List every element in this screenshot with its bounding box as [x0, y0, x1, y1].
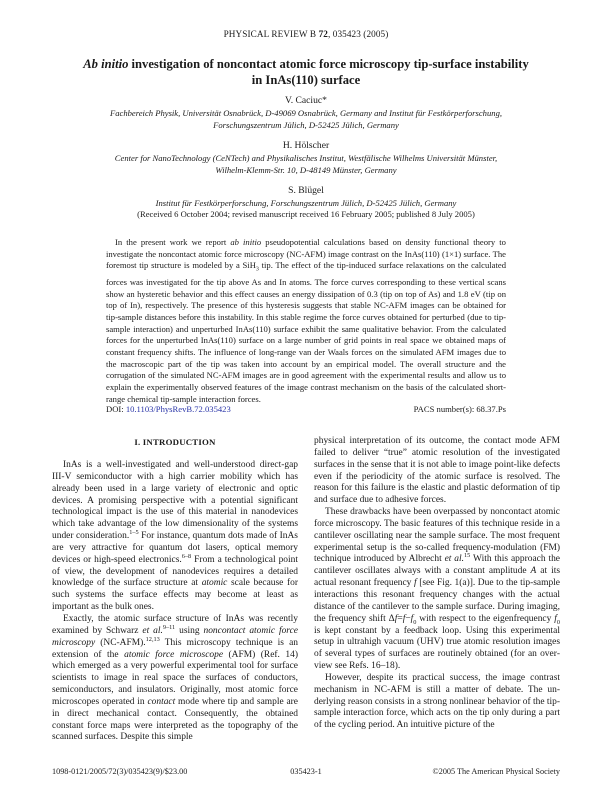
author-name: S. Blügel: [288, 185, 324, 196]
subscript: 3: [255, 267, 259, 274]
text: For instance, quantum dots made of InAs are very attractive for quantum dot lasers, optical memory devices or high-speed electronics.: [52, 531, 298, 565]
paragraph: [314, 673, 560, 732]
abstract: [106, 237, 506, 406]
text: is kept constant by a feedback loop. Using this experimental setup in ultrahigh vacuum (UHV) true atomic resolution images of several types of surfaces are routinely obtained (for an overview see Refs. 16–18).: [314, 625, 560, 672]
abstract-text: In the present work we report: [115, 237, 231, 247]
text: However, despite its practical success, the image contrast mechanism in NC-AFM is still a matter of debate. The underlying reason consists in a strong nonlinear behavior of the tip-sample interaction force, which acts on the tip only during a part of the cycling period. An intuitive picture of the: [314, 672, 560, 731]
footer-issn: 1098-0121/2005/72(3)/035423(9)/$23.00: [52, 767, 188, 776]
math-symbol: f: [394, 613, 398, 624]
text: These drawbacks have been overpassed by noncontact atomic force microscopy. The basic features of this technique reside in a cantilever oscillating near the sample surface. The most frequent experimental setup is the so-called frequency-modulation (FM) technique introduced by Albrecht: [314, 507, 560, 565]
text: −: [405, 613, 411, 624]
subscript: 0: [413, 618, 417, 626]
text: =: [397, 613, 403, 624]
journal-volume: 72: [318, 29, 328, 39]
subscript: 0: [556, 618, 560, 626]
pacs-numbers: PACS number(s): 68.37.Ps: [413, 404, 506, 414]
text: mode where tip and sample are in direct mechanical contact. Consequently, the obtained constant force maps were interpreted as the topography of the scanned surfaces. Despite this simple: [52, 696, 298, 743]
citation: 6–8: [181, 552, 192, 560]
doi-label: DOI:: [106, 404, 126, 414]
paragraph: [52, 614, 298, 744]
text: (AFM) (Ref. 14) which emerged as a very powerful experimental tool for surface scientists to image in real space the surfaces of conductors, semiconductors, and insulators. Originally, most atomic force microscopes operated in: [52, 649, 299, 707]
text: InAs is a well-investigated and well-understood direct-gap III-V semiconductor with a high carrier mobility which has already been used in a large variety of electronic and optic devices. A promising perspective with a potential significant technological impact is the use of this material in nanodevices which take advantage of the low dimensionality of the systems under consideration.: [52, 460, 298, 542]
math-symbol: f: [410, 613, 414, 624]
journal-header: [0, 29, 612, 39]
doi-link[interactable]: 10.1103/PhysRevB.72.035423: [125, 404, 231, 414]
author-name: V. Caciuc*: [285, 95, 327, 106]
article-reference: , 035423 (2005): [327, 29, 389, 39]
abstract-text: tip. The effect of the tip-induced surface relaxations on the calculated forces was investigated for the tip above As and In atoms. The force curves corresponding to these vertical scans show an hysteretic behavior and this effect causes an energy dissipation of 0.3 (tip on top of As) and 1.8 eV (tip on top of In), respectively. The presence of this hysteresis suggests that stable NC-AFM images can be obtained for tip-sample distances before this instability. In this stable regime the force curves obtained for perturbed (due to tip-sample interaction) and unperturbed InAs(110) surface exhibit the same qualitative behavior. From the calculated forces for the unperturbed InAs(110) surface on a large number of grid points in real space we obtained maps of constant frequency shifts. The influence of long-range van der Waals forces on the simulated AFM images due to the macroscopic part of the tip was taken into account by an empirical model. The overall structure and the corrugation of the simulated NC-AFM images are in good agreement with the experimental results and allow us to explain the experimentally observed features of the image contrast mechanism on the basis of the calculated short-range chemical tip-sample interaction forces.: [106, 260, 506, 404]
section-heading: I. INTRODUCTION: [134, 437, 216, 447]
citation: 1–5: [129, 528, 139, 536]
text: Exactly, the atomic surface structure of InAs was recently examined by Schwarz: [52, 613, 298, 636]
math-symbol: f: [554, 613, 557, 624]
abstract-italic: ab initio: [230, 237, 262, 247]
text: This microscopy technique is an extension of the: [52, 637, 298, 660]
text: scale because for such systems the surface effects may become at least as important as the bulk ones.: [52, 578, 299, 613]
doi-row: [106, 404, 506, 414]
paragraph: [314, 507, 560, 673]
math-symbol: f: [402, 613, 406, 624]
emphasis: et al.: [444, 554, 465, 565]
right-column: [314, 436, 560, 732]
affiliation-line: Fachbereich Physik, Universität Osnabrück, D-49069 Osnabrück, Germany and Institut für Festkörperforschung,: [109, 108, 503, 118]
math-symbol: f: [414, 578, 417, 589]
emphasis: atomic: [201, 578, 228, 589]
text: With this approach the cantilever oscillates always with a constant amplitude: [314, 554, 560, 577]
text: using: [175, 625, 204, 636]
paper-title: [60, 57, 552, 88]
affiliation-line: Wilhelm-Klemm-Str. 10, D-48149 Münster, Germany: [215, 164, 397, 175]
text: with respect to the eigenfrequency: [416, 613, 555, 624]
affiliation-line: Center for NanoTechnology (CeNTech) and Physikalisches Institut, Westfälische Wilhelms Universität Münster,: [114, 153, 498, 163]
citation: 9–11: [162, 623, 176, 631]
text: at its actual resonant frequency: [314, 566, 560, 589]
emphasis: noncontact atomic force microscopy: [52, 625, 298, 648]
title-italic-prefix: Ab initio: [83, 57, 129, 71]
emphasis: contact: [147, 696, 176, 707]
author-affiliation: [40, 108, 572, 132]
paragraph: [52, 460, 298, 614]
math-symbol: A: [530, 566, 537, 577]
journal-name: PHYSICAL REVIEW B: [223, 29, 317, 39]
footer-copyright: ©2005 The American Physical Society: [432, 767, 560, 776]
citation: 12,13: [145, 635, 160, 643]
title-line-1: investigation of noncontact atomic force microscopy tip-surface instability: [128, 57, 529, 71]
abstract-text: pseudopotential calculations based on density functional theory to investigate the noncontact atomic force microscopy (NC-AFM) image contrast on the InAs(110) (1×1) surface. The foremost tip structure is modeled by a SiH: [106, 237, 506, 271]
author-affiliation: [40, 153, 572, 177]
publication-dates: (Received 6 October 2004; revised manuscript received 16 February 2005; published 8 July 2005): [137, 209, 475, 219]
left-column: [52, 460, 298, 744]
text: [see Fig. 1(a)]. Due to the tip-sample interactions this resonant frequency changes with the actual distance of the cantilever to the sample surface. During imaging, the frequency shift Δ: [314, 578, 560, 624]
affiliation-line: Forschungszentrum Jülich, D-52425 Jülich, Germany: [213, 119, 399, 130]
emphasis: atomic force microscope: [124, 649, 224, 660]
footer-page-number: 035423-1: [290, 767, 322, 776]
citation: 15: [464, 552, 471, 560]
author-name: H. Hölscher: [282, 140, 330, 151]
text: From a technological point of view, the development of nanodevices requires a detailed knowledge of the surface structure at: [52, 554, 298, 589]
title-line-2: in InAs(110) surface: [251, 72, 361, 87]
text: physical interpretation of its outcome, the contact mode AFM failed to deliver “true” atomic resolution of the investigated surfaces in the sense that it is not able to image point-like defects even if the periodicity of the atomic surface is resolved. The reason for this failure is the elastic and plastic deformation of tip and surface due to adhesive forces.: [314, 436, 560, 506]
affiliation-line: Institut für Festkörperforschung, Forschungszentrum Jülich, D-52425 Jülich, Germany: [155, 198, 457, 208]
text: (NC-AFM).: [95, 637, 146, 648]
page-footer: [52, 767, 560, 776]
emphasis: et al.: [142, 625, 163, 636]
paragraph: [314, 436, 560, 507]
